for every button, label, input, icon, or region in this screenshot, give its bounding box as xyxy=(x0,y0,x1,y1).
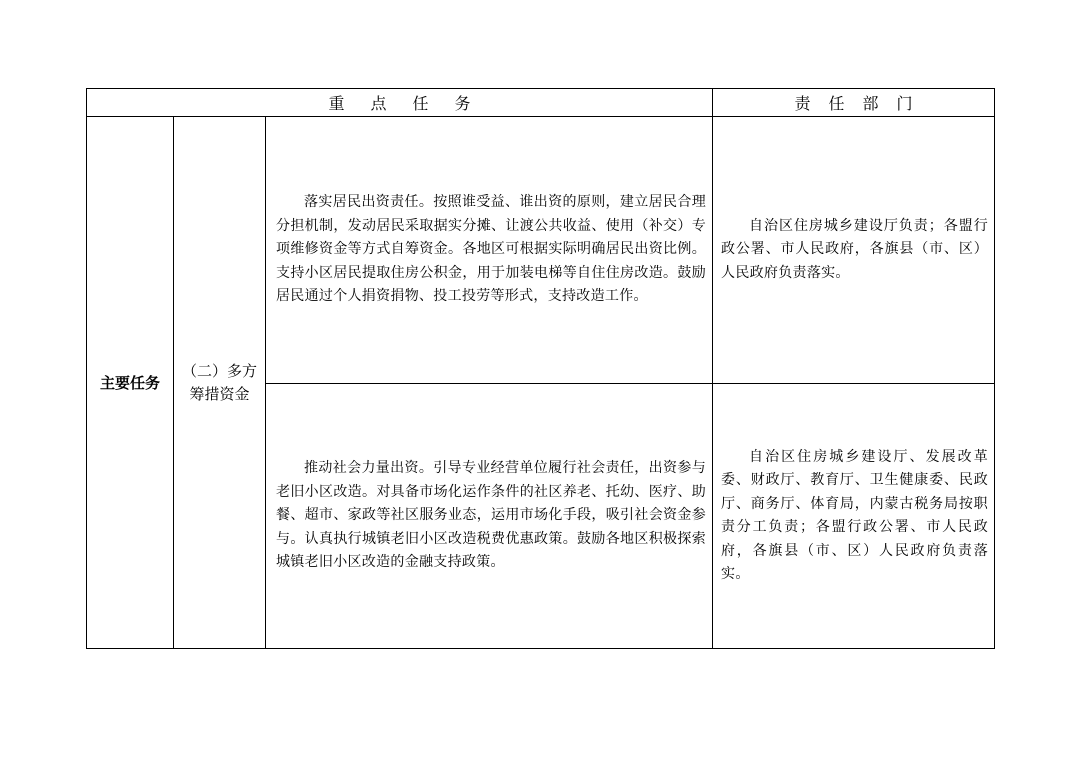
subcategory-cell xyxy=(174,117,266,649)
subcategory-line-2: 筹措资金 xyxy=(189,384,250,403)
task-cell-2 xyxy=(266,384,713,649)
header-row xyxy=(87,89,995,117)
category-cell: 主要任务 xyxy=(87,117,174,649)
task-text-2: 推动社会力量出资。引导专业经营单位履行社会责任，出资参与老旧小区改造。对具备市场化运作条件的社区养老、托幼、医疗、助餐、超市、家政等社区服务业态，运用市场化手段，吸引社会资金参与。认真执行城镇老旧小区改造税费优惠政策。鼓励各地区积极探索城镇老旧小区改造的金融支持政策。 xyxy=(276,460,707,571)
task-cell-1 xyxy=(266,117,713,384)
department-text-1: 自治区住房城乡建设厅负责；各盟行政公署、市人民政府，各旗县（市、区）人民政府负责落实。 xyxy=(721,217,989,281)
task-text-1: 落实居民出资责任。按照谁受益、谁出资的原则，建立居民合理分担机制，发动居民采取据实分摊、让渡公共收益、使用（补交）专项维修资金等方式自筹资金。各地区可根据实际明确居民出资比例。支持小区居民提取住房公积金，用于加装电梯等自住住房改造。鼓励居民通过个人捐资捐物、投工投劳等形式，支持改造工作。 xyxy=(276,194,707,305)
department-cell-1 xyxy=(713,117,995,384)
subcategory-line-1: （二）多方 xyxy=(181,361,257,380)
department-text-2: 自治区住房城乡建设厅、发展改革委、财政厅、教育厅、卫生健康委、民政厅、商务厅、体育局，内蒙古税务局按职责分工负责；各盟行政公署、市人民政府，各旗县（市、区）人民政府负责落实。 xyxy=(721,448,989,582)
header-key-tasks: 重点任务 xyxy=(87,89,713,117)
table-row xyxy=(87,117,995,384)
department-cell-2 xyxy=(713,384,995,649)
task-responsibility-table xyxy=(86,88,995,649)
header-responsible-department: 责任部门 xyxy=(713,89,995,117)
